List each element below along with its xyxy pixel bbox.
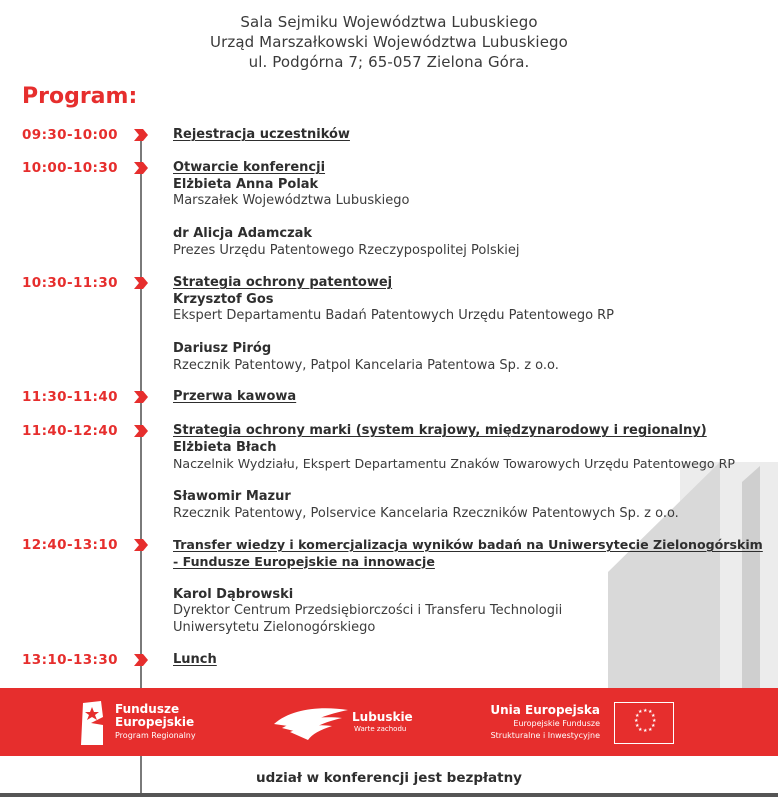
- free-participation-note: udział w konferencji jest bezpłatny: [256, 770, 522, 786]
- session-title: Przerwa kawowa: [173, 389, 297, 404]
- lubuskie-logo: [272, 702, 422, 744]
- speaker-name: Elżbieta Anna Polak: [173, 176, 319, 192]
- chevron-right-icon: [134, 162, 148, 174]
- session-title: Lunch: [173, 652, 217, 667]
- venue-hall: Sala Sejmiku Województwa Lubuskiego: [240, 13, 538, 31]
- speaker-name: Elżbieta Błach: [173, 439, 277, 455]
- chevron-right-icon: [134, 425, 148, 437]
- speaker-role: Dyrektor Centrum Przedsiębiorczości i Transferu Technologii: [173, 603, 563, 618]
- fe-line1: Fundusze: [115, 702, 180, 716]
- eu-line3: Strukturalne i Inwestycyjne: [490, 731, 600, 740]
- svg-text:★: ★: [635, 723, 640, 729]
- venue-address: ul. Podgórna 7; 65-057 Zielona Góra.: [248, 53, 530, 71]
- chevron-right-icon: [134, 539, 148, 551]
- session-title: Rejestracja uczestników: [173, 127, 350, 142]
- session-time: 13:10-13:30: [22, 652, 118, 668]
- bottom-border: [0, 793, 778, 797]
- session-title: Strategia ochrony patentowej: [173, 275, 393, 290]
- session-title-continued: - Fundusze Europejskie na innowacje: [173, 553, 435, 569]
- venue-office: Urząd Marszałkowski Województwa Lubuskiego: [210, 33, 568, 51]
- session-time: 10:00-10:30: [22, 160, 118, 176]
- chevron-right-icon: [134, 277, 148, 289]
- sponsor-logo-bar: [0, 688, 778, 756]
- lubuskie-wings-icon: [272, 702, 350, 744]
- chevron-right-icon: [134, 129, 148, 141]
- svg-text:★: ★: [651, 723, 656, 729]
- lubuskie-slogan: Warte zachodu: [354, 725, 407, 733]
- svg-text:★: ★: [643, 708, 648, 714]
- speaker-role-continued: Uniwersytetu Zielonogórskiego: [173, 619, 376, 635]
- svg-text:★: ★: [651, 713, 656, 719]
- speaker-name: Dariusz Piróg: [173, 341, 272, 356]
- svg-text:★: ★: [648, 709, 653, 715]
- speaker-role: Ekspert Departamentu Badań Patentowych Urzędu Patentowego RP: [173, 308, 615, 323]
- lubuskie-name: Lubuskie: [352, 710, 413, 724]
- session-title: Transfer wiedzy i komercjalizacja wyników badań na Uniwersytecie Zielonogórskim: [173, 537, 763, 552]
- svg-text:★: ★: [634, 718, 639, 724]
- svg-text:★: ★: [652, 718, 657, 724]
- session-time: 09:30-10:00: [22, 127, 118, 143]
- svg-text:★: ★: [635, 713, 640, 719]
- svg-text:★: ★: [638, 709, 643, 715]
- svg-text:★: ★: [638, 727, 643, 733]
- speaker-role: Rzecznik Patentowy, Polservice Kancelaria Rzeczników Patentowych Sp. z o.o.: [173, 505, 679, 521]
- svg-text:★: ★: [648, 727, 653, 733]
- program-title: Program:: [22, 84, 138, 109]
- speaker-role: Prezes Urzędu Patentowego Rzeczypospolitej Polskiej: [173, 242, 520, 258]
- session-time: 12:40-13:10: [22, 537, 118, 553]
- chevron-right-icon: [134, 391, 148, 403]
- eu-line1: Unia Europejska: [490, 703, 600, 717]
- speaker-name: dr Alicja Adamczak: [173, 226, 313, 241]
- eu-line2: Europejskie Fundusze: [513, 719, 600, 728]
- speaker-name: Sławomir Mazur: [173, 489, 291, 504]
- speaker-name: Karol Dąbrowski: [173, 586, 294, 602]
- venue-header: [0, 12, 778, 72]
- session-title: Otwarcie konferencji: [173, 160, 326, 175]
- session-time: 10:30-11:30: [22, 275, 118, 291]
- fe-line3: Program Regionalny: [115, 731, 196, 740]
- chevron-right-icon: [134, 654, 148, 666]
- svg-text:★: ★: [643, 728, 648, 734]
- session-title: Strategia ochrony marki (system krajowy, międzynarodowy i regionalny): [173, 423, 707, 438]
- fe-line2: Europejskie: [115, 715, 195, 729]
- unia-europejska-logo: [476, 702, 676, 746]
- fe-star-icon: [77, 699, 107, 747]
- speaker-role: Naczelnik Wydziału, Ekspert Departamentu Znaków Towarowych Urzędu Patentowego RP: [173, 456, 735, 471]
- eu-flag-icon: [614, 702, 674, 744]
- fundusze-europejskie-logo: [77, 699, 207, 747]
- speaker-name: Krzysztof Gos: [173, 291, 274, 307]
- speaker-role: Marszałek Województwa Lubuskiego: [173, 193, 410, 208]
- session-time: 11:30-11:40: [22, 389, 118, 405]
- session-time: 11:40-12:40: [22, 423, 118, 439]
- speaker-role: Rzecznik Patentowy, Patpol Kancelaria Patentowa Sp. z o.o.: [173, 357, 559, 373]
